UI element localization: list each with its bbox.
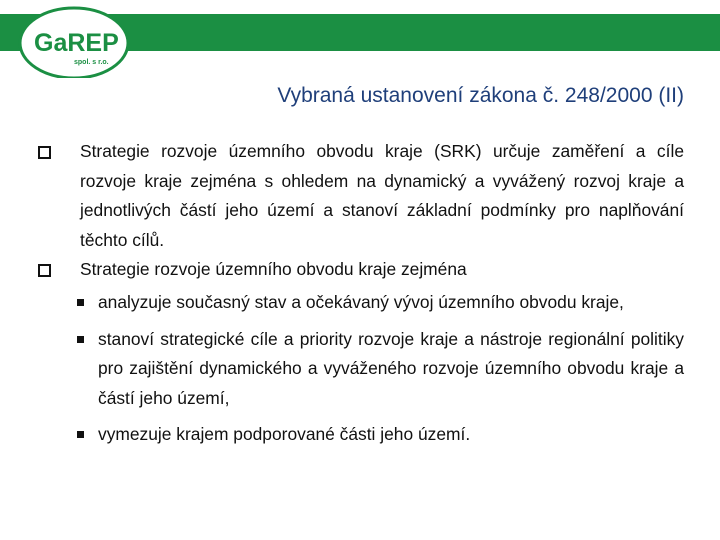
list-item	[36, 255, 684, 285]
hollow-square-bullet-icon	[38, 264, 51, 277]
filled-square-bullet-icon	[77, 431, 84, 438]
list-item	[36, 137, 684, 255]
item-text: stanoví strategické cíle a priority rozvoje kraje a nástroje regionální politiky pro zajištění dynamického a vyváženého rozvoje územního obvodu kraje a částí jeho území,	[98, 328, 684, 408]
hollow-square-bullet-icon	[38, 146, 51, 159]
logo-subtext: spol. s r.o.	[74, 59, 109, 66]
item-text: určuje zaměření a cíle rozvoje kraje zejména s ohledem na dynamický a vyvážený rozvoj kraje a jednotlivých částí jeho území a stanoví základní podmínky pro naplňování těchto cílů.	[80, 141, 684, 250]
page-title: Vybraná ustanovení zákona č. 248/2000 (II)	[277, 84, 684, 107]
item-text: Strategie rozvoje územního obvodu kraje zejména	[80, 259, 467, 280]
sub-list-item	[36, 325, 684, 414]
garep-logo	[16, 0, 136, 78]
filled-square-bullet-icon	[77, 336, 84, 343]
logo-text: GaREP	[34, 29, 119, 57]
sub-list-item	[36, 288, 684, 318]
item-text: analyzuje současný stav a očekávaný vývoj územního obvodu kraje,	[98, 291, 624, 312]
bullet-list	[36, 137, 684, 450]
item-lead: Strategie rozvoje územního obvodu kraje (SRK)	[80, 141, 482, 161]
filled-square-bullet-icon	[77, 299, 84, 306]
item-text: vymezuje krajem podporované části jeho území.	[98, 424, 471, 445]
sub-list-item	[36, 420, 684, 450]
